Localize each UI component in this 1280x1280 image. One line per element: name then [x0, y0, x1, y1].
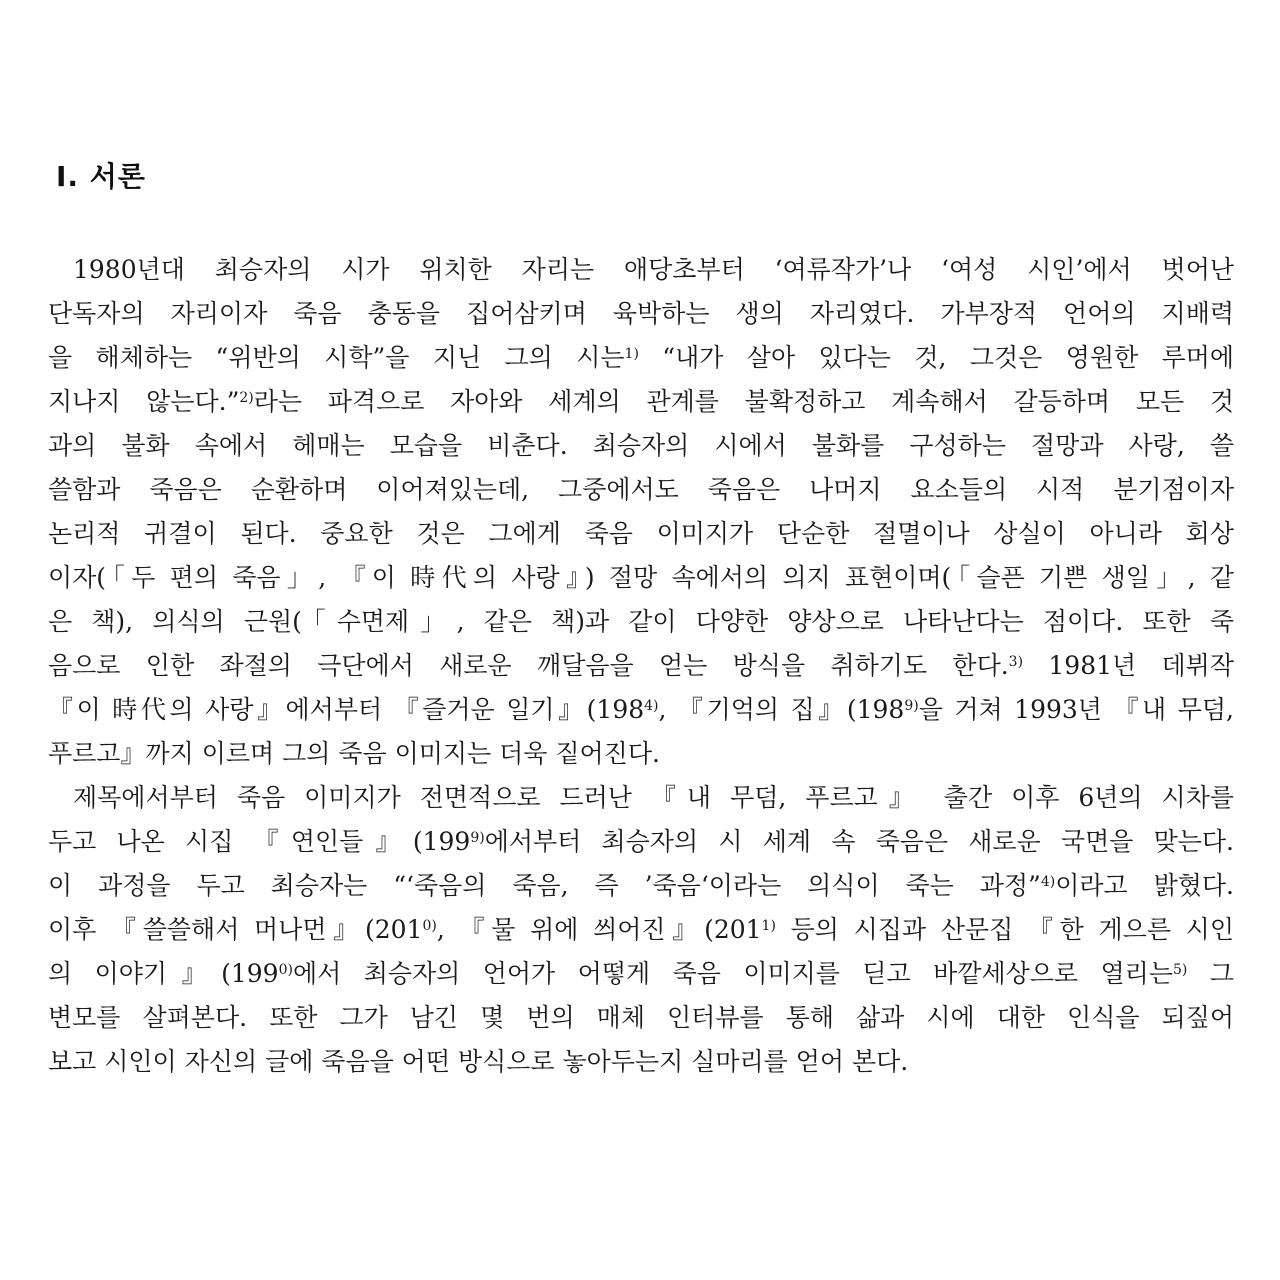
footnote-marker: 1) [761, 918, 776, 934]
footnote-marker: 3) [1008, 654, 1024, 670]
text-line: 논리적 귀결이 된다. 중요한 것은 그에게 죽음 이미지가 단순한 절멸이나 상실이 아니라 회상 [48, 519, 1234, 548]
text-line: 쓸함과 죽음은 순환하며 이어져있는데, 그중에서도 죽음은 나머지 요소들의 시적 분기점이자 [48, 475, 1234, 504]
paragraph-2 [48, 776, 1234, 1084]
text-line: 을 해체하는 “위반의 시학”을 지닌 그의 시는$^{1)}$ “내가 살아 있다는 것, 그것은 영원한 루머에 [48, 343, 1234, 372]
text-line: 『이 時代의 사랑』에서부터 『즐거운 일기』(198$^{4)}$, 『기억의 집』(198$^{9)}$을 거쳐 1993년 『내 무덤, [48, 695, 1234, 724]
text-line: 이 과정을 두고 최승자는 “‘죽음의 죽음, 즉 ’죽음‘이라는 의식이 죽는 과정”$^{4)}$이라고 밝혔다. [48, 871, 1234, 900]
body-text [48, 248, 1234, 1084]
footnote-marker: 9) [904, 698, 919, 714]
text-line: 의 이야기』(199$^{0)}$에서 최승자의 언어가 어떻게 죽음 이미지를 딛고 바깥세상으로 열리는$^{5)}$ 그 [48, 959, 1234, 988]
text-line: 푸르고』까지 이르며 그의 죽음 이미지는 더욱 짙어진다. [48, 739, 660, 768]
footnote-marker: 0) [278, 962, 293, 978]
text-line: 음으로 인한 좌절의 극단에서 새로운 깨달음을 얻는 방식을 취하기도 한다.$^{3)}$ 1981년 데뷔작 [48, 651, 1234, 680]
section-heading: Ⅰ. 서론 [56, 160, 146, 193]
text-line: 보고 시인이 자신의 글에 죽음을 어떤 방식으로 놓아두는지 실마리를 얻어 본다. [48, 1047, 909, 1076]
footnote-marker: 1) [624, 346, 639, 362]
text-line: 두고 나온 시집 『연인들』(199$^{9)}$에서부터 최승자의 시 세계 속 죽음은 새로운 국면을 맞는다. [48, 827, 1234, 856]
footnote-marker: 2) [239, 390, 254, 406]
footnote-marker: 4) [644, 698, 659, 714]
footnote-marker: 9) [470, 830, 485, 846]
footnote-marker: 0) [422, 918, 437, 934]
text-line: 지나지 않는다.”$^{2)}$라는 파격으로 자아와 세계의 관계를 불확정하고 계속해서 갈등하며 모든 것 [48, 387, 1234, 416]
footnote-marker: 5) [1172, 962, 1188, 978]
text-line: 이후 『쓸쓸해서 머나먼』(201$^{0)}$, 『물 위에 씌어진』(201$^{1)}$ 등의 시집과 산문집 『한 게으른 시인 [48, 915, 1234, 944]
text-line: 단독자의 자리이자 죽음 충동을 집어삼키며 육박하는 생의 자리였다. 가부장적 언어의 지배력 [48, 299, 1234, 328]
text-line: 과의 불화 속에서 헤매는 모습을 비춘다. 최승자의 시에서 불화를 구성하는 절망과 사랑, 쓸 [48, 431, 1234, 460]
text-line: 제목에서부터 죽음 이미지가 전면적으로 드러난 『내 무덤, 푸르고』 출간 이후 6년의 시차를 [73, 783, 1234, 812]
footnote-marker: 4) [1040, 874, 1056, 890]
paragraph-1 [48, 248, 1234, 776]
text-line: 1980년대 최승자의 시가 위치한 자리는 애당초부터 ‘여류작가’나 ‘여성 시인’에서 벗어난 [73, 255, 1234, 284]
text-line: 변모를 살펴본다. 또한 그가 남긴 몇 번의 매체 인터뷰를 통해 삶과 시에 대한 인식을 되짚어 [48, 1003, 1234, 1032]
text-line: 이자(「두 편의 죽음」, 『이 時代의 사랑』) 절망 속에서의 의지 표현이며(「슬픈 기쁜 생일」, 같 [48, 563, 1234, 592]
text-line: 은 책), 의식의 근원(「수면제」, 같은 책)과 같이 다양한 양상으로 나타난다는 점이다. 또한 죽 [48, 607, 1234, 636]
